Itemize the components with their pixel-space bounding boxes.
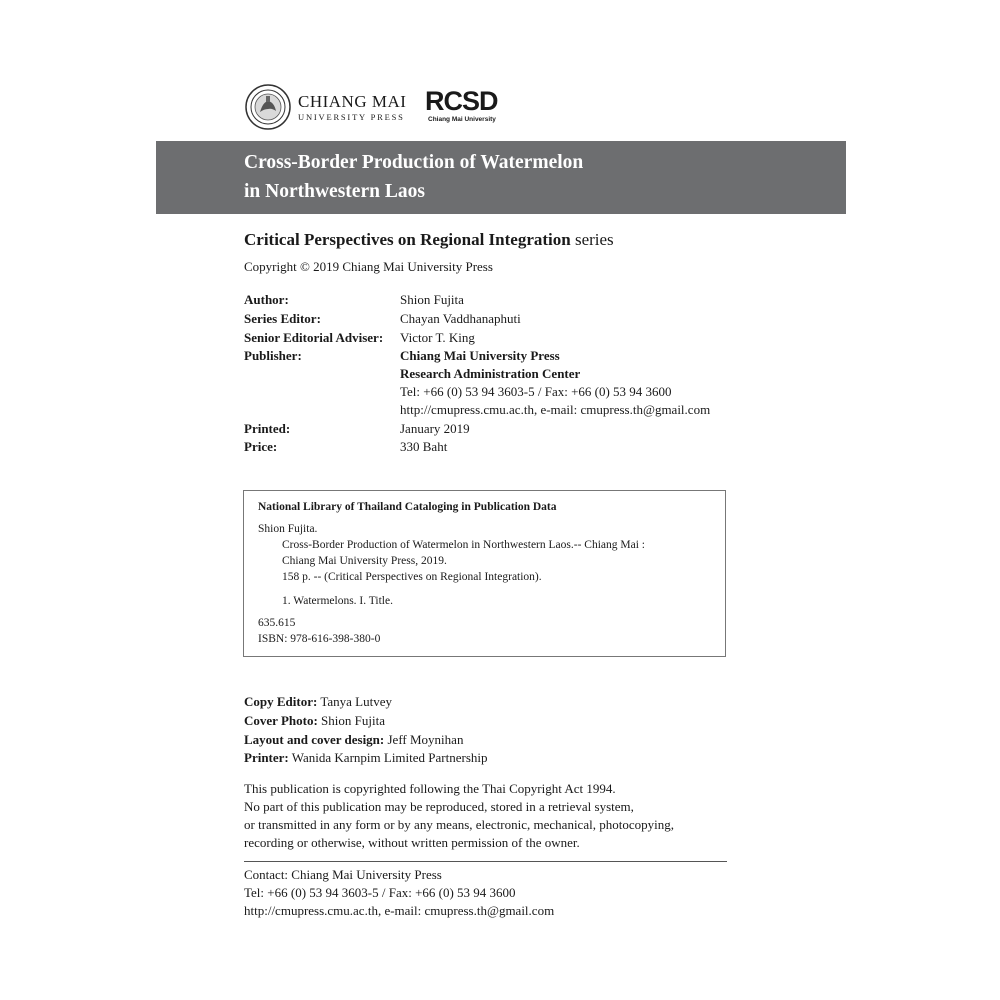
book-title-line-1: Cross-Border Production of Watermelon [244, 152, 584, 173]
printed-label: Printed: [244, 421, 291, 436]
rcsd-subtitle: Chiang Mai University [428, 116, 496, 123]
copy-editor-value: Tanya Lutvey [320, 694, 392, 709]
notice-line-2: No part of this publication may be reproduced, stored in a retrieval system, [244, 799, 634, 814]
contact-line-3: http://cmupress.cmu.ac.th, e-mail: cmupress.th@gmail.com [244, 903, 555, 918]
publisher-name: Chiang Mai University Press [400, 348, 560, 363]
cip-line-2: Chiang Mai University Press, 2019. [282, 555, 447, 567]
printed-value: January 2019 [400, 421, 470, 436]
book-title-line-2: in Northwestern Laos [244, 181, 425, 202]
cover-photo-value: Shion Fujita [321, 713, 385, 728]
cip-heading: National Library of Thailand Cataloging in Publication Data [258, 501, 557, 513]
cip-line-3: 158 p. -- (Critical Perspectives on Regional Integration). [282, 571, 542, 583]
adviser-value: Victor T. King [400, 330, 475, 345]
printer-value: Wanida Karnpim Limited Partnership [291, 750, 488, 765]
series-editor-label: Series Editor: [244, 311, 321, 326]
cip-isbn: ISBN: 978-616-398-380-0 [258, 633, 381, 645]
press-name: CHIANG MAI [298, 92, 407, 111]
press-subtitle: UNIVERSITY PRESS [298, 112, 405, 122]
author-value: Shion Fujita [400, 292, 464, 307]
series-line [244, 230, 614, 250]
publisher-label: Publisher: [244, 348, 302, 363]
credit-cover-photo [244, 713, 385, 729]
printer-label: Printer: [244, 750, 289, 765]
author-label: Author: [244, 292, 289, 307]
publisher-logos [245, 84, 545, 134]
university-seal-icon [245, 84, 291, 130]
cip-class-number: 635.615 [258, 617, 296, 629]
publisher-center: Research Administration Center [400, 366, 581, 381]
divider [244, 861, 727, 862]
price-label: Price: [244, 439, 278, 454]
cip-line-1: Cross-Border Production of Watermelon in Northwestern Laos.-- Chiang Mai : [282, 539, 645, 551]
notice-line-4: recording or otherwise, without written permission of the owner. [244, 835, 580, 850]
layout-label: Layout and cover design: [244, 732, 385, 747]
contact-line-2: Tel: +66 (0) 53 94 3603-5 / Fax: +66 (0) 53 94 3600 [244, 885, 516, 900]
cip-box [243, 490, 726, 657]
publisher-web: http://cmupress.cmu.ac.th, e-mail: cmupress.th@gmail.com [400, 402, 711, 417]
notice-line-3: or transmitted in any form or by any means, electronic, mechanical, photocopying, [244, 817, 674, 832]
publisher-phone: Tel: +66 (0) 53 94 3603-5 / Fax: +66 (0) 53 94 3600 [400, 384, 672, 399]
notice-line-1: This publication is copyrighted following the Thai Copyright Act 1994. [244, 781, 616, 796]
cover-photo-label: Cover Photo: [244, 713, 318, 728]
series-name: Critical Perspectives on Regional Integration [244, 230, 571, 249]
credit-layout [244, 732, 463, 748]
adviser-label: Senior Editorial Adviser: [244, 330, 384, 345]
rcsd-logo: RCSD [425, 86, 498, 116]
series-suffix: series [574, 230, 614, 249]
credit-printer [244, 750, 488, 766]
copyright-line: Copyright © 2019 Chiang Mai University Press [244, 259, 493, 274]
cip-subject: 1. Watermelons. I. Title. [282, 595, 393, 607]
price-value: 330 Baht [400, 439, 448, 454]
title-band [156, 141, 846, 214]
cip-author: Shion Fujita. [258, 523, 318, 535]
copy-editor-label: Copy Editor: [244, 694, 318, 709]
layout-value: Jeff Moynihan [387, 732, 464, 747]
contact-line-1: Contact: Chiang Mai University Press [244, 867, 442, 882]
credit-copy-editor [244, 694, 392, 710]
series-editor-value: Chayan Vaddhanaphuti [400, 311, 521, 326]
